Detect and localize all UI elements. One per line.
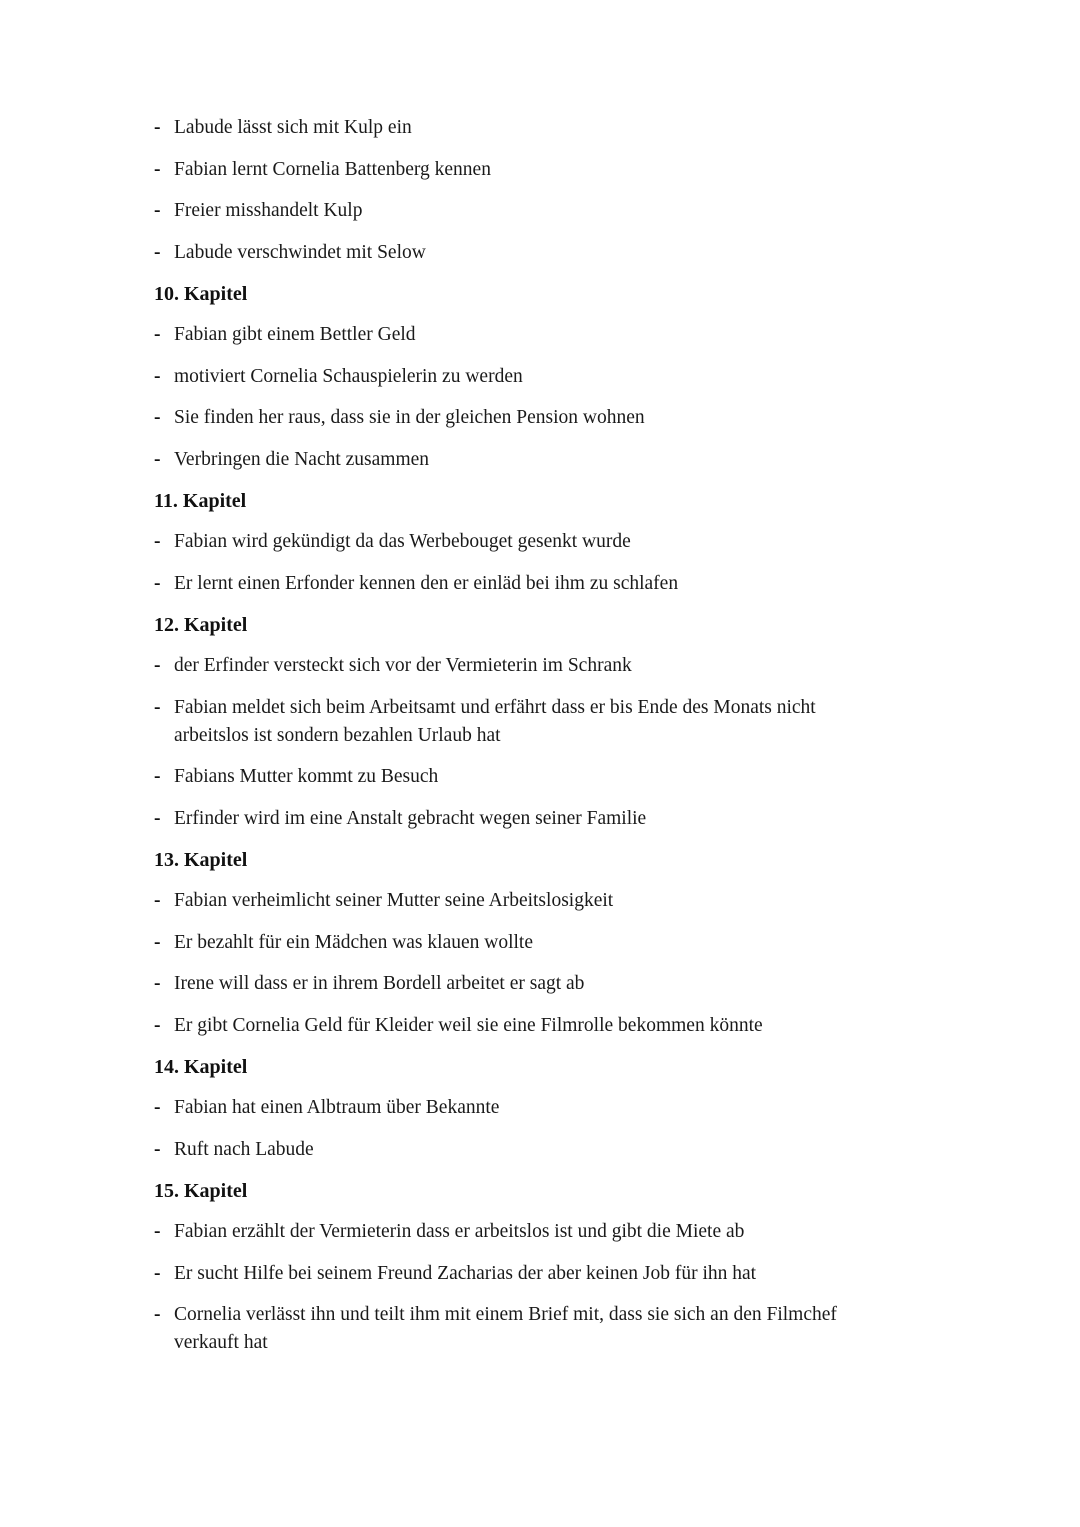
list-item-text: Fabians Mutter kommt zu Besuch [174, 766, 439, 787]
dash-bullet-icon: - [154, 766, 161, 787]
chapter-section [154, 1171, 874, 1365]
list-item [154, 1212, 874, 1254]
chapter-section [154, 605, 874, 840]
list-item-text: Labude verschwindet mit Selow [174, 241, 426, 263]
chapter-heading: 10. Kapitel [154, 283, 248, 305]
dash-bullet-icon: - [154, 241, 161, 263]
list-item-text: motiviert Cornelia Schauspielerin zu werden [174, 365, 523, 387]
list-item [154, 799, 874, 841]
list-item [154, 150, 874, 192]
chapter-heading: 15. Kapitel [154, 1180, 248, 1202]
dash-bullet-icon: - [154, 1097, 161, 1118]
list-item-text: Fabian hat einen Albtraum über Bekannte [174, 1097, 500, 1118]
dash-bullet-icon: - [154, 973, 161, 994]
chapter-section [154, 108, 874, 274]
list-item [154, 315, 874, 357]
list-item [154, 1295, 874, 1365]
list-item-text: Er bezahlt für ein Mädchen was klauen wollte [174, 931, 533, 953]
list-item [154, 191, 874, 233]
dash-bullet-icon: - [154, 531, 161, 552]
list-item-text: Er gibt Cornelia Geld für Kleider weil sie eine Filmrolle bekommen könnte [174, 1014, 763, 1036]
list-item-text: Fabian wird gekündigt da das Werbebouget gesenkt wurde [174, 531, 631, 552]
list-item [154, 440, 874, 482]
list-item-text: Ruft nach Labude [174, 1138, 314, 1160]
list-item [154, 108, 874, 150]
dash-bullet-icon: - [154, 1262, 161, 1284]
list-item [154, 564, 874, 606]
chapter-section [154, 274, 874, 481]
list-item-text: Er sucht Hilfe bei seinem Freund Zacharias der aber keinen Job für ihn hat [174, 1262, 757, 1284]
dash-bullet-icon: - [154, 1138, 161, 1160]
list-item-text: Erfinder wird im eine Anstalt gebracht wegen seiner Familie [174, 807, 647, 829]
dash-bullet-icon: - [154, 931, 161, 953]
list-item [154, 1254, 874, 1296]
chapter-heading: 14. Kapitel [154, 1056, 248, 1078]
dash-bullet-icon: - [154, 324, 161, 345]
dash-bullet-icon: - [154, 1304, 161, 1325]
list-item [154, 1130, 874, 1172]
list-item [154, 964, 874, 1006]
dash-bullet-icon: - [154, 1221, 161, 1242]
chapter-heading: 12. Kapitel [154, 614, 248, 636]
dash-bullet-icon: - [154, 158, 161, 180]
dash-bullet-icon: - [154, 807, 161, 829]
list-item [154, 881, 874, 923]
list-item-text: Verbringen die Nacht zusammen [174, 448, 430, 470]
dash-bullet-icon: - [154, 696, 161, 718]
list-item-text: Fabian erzählt der Vermieterin dass er arbeitslos ist und gibt die Miete ab [174, 1221, 745, 1242]
list-item [154, 1088, 874, 1130]
dash-bullet-icon: - [154, 200, 161, 221]
list-item [154, 398, 874, 440]
list-item-text: Er lernt einen Erfonder kennen den er einläd bei ihm zu schlafen [174, 572, 679, 594]
dash-bullet-icon: - [154, 890, 161, 911]
list-item [154, 357, 874, 399]
dash-bullet-icon: - [154, 407, 161, 428]
list-item-text: Labude lässt sich mit Kulp ein [174, 117, 412, 138]
list-item [154, 233, 874, 275]
list-item [154, 923, 874, 965]
chapter-heading: 11. Kapitel [154, 490, 247, 512]
list-item [154, 646, 874, 688]
chapter-heading: 13. Kapitel [154, 849, 248, 871]
list-item [154, 757, 874, 799]
list-item-text: Fabian gibt einem Bettler Geld [174, 324, 416, 345]
dash-bullet-icon: - [154, 117, 161, 138]
list-item-text: Cornelia verlässt ihn und teilt ihm mit einem Brief mit, dass sie sich an den Filmchef verkauft hat [174, 1304, 837, 1353]
list-item [154, 522, 874, 564]
dash-bullet-icon: - [154, 365, 161, 387]
list-item [154, 688, 874, 758]
list-item-text: Irene will dass er in ihrem Bordell arbeitet er sagt ab [174, 973, 585, 994]
list-item-text: Fabian verheimlicht seiner Mutter seine Arbeitslosigkeit [174, 890, 614, 911]
list-item-text: Fabian lernt Cornelia Battenberg kennen [174, 158, 491, 180]
chapter-section [154, 481, 874, 605]
chapter-section [154, 1047, 874, 1171]
dash-bullet-icon: - [154, 1014, 161, 1036]
dash-bullet-icon: - [154, 448, 161, 470]
dash-bullet-icon: - [154, 655, 161, 676]
list-item-text: Sie finden her raus, dass sie in der gleichen Pension wohnen [174, 407, 645, 428]
dash-bullet-icon: - [154, 572, 161, 594]
list-item-text: Freier misshandelt Kulp [174, 200, 363, 221]
chapter-section [154, 840, 874, 1047]
list-item-text: der Erfinder versteckt sich vor der Vermieterin im Schrank [174, 655, 632, 676]
list-item [154, 1006, 874, 1048]
chapter-summary-list [154, 108, 874, 1365]
list-item-text: Fabian meldet sich beim Arbeitsamt und erfährt dass er bis Ende des Monats nicht arbeitslos ist sondern bezahlen Urlaub hat [174, 696, 816, 746]
